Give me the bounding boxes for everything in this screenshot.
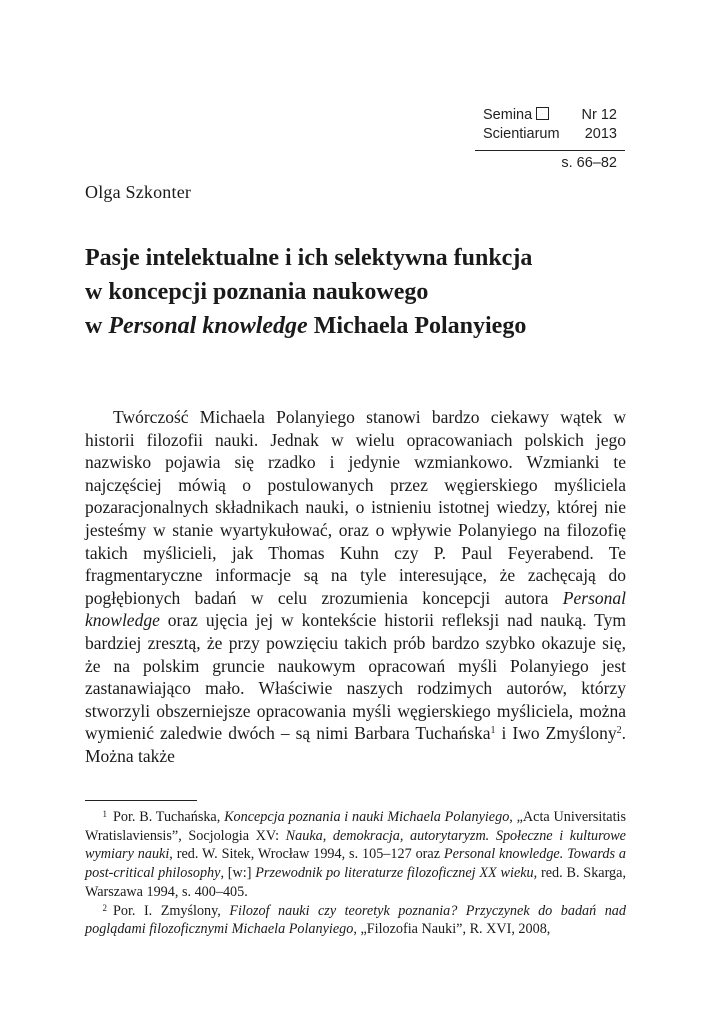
footnote-italic: Filozof nauki czy teoretyk poznania? Przyczynek do badań nad poglądami filozoficznymi Michaela Polanyiego	[85, 902, 626, 938]
footnote-ref-2[interactable]: 2	[616, 725, 622, 737]
footnote-1	[85, 808, 626, 902]
square-icon	[536, 107, 549, 120]
title-line-3-suffix: Michaela Polanyiego	[307, 313, 527, 339]
title-line-2: w koncepcji poznania naukowego	[85, 279, 429, 305]
footnote-2	[85, 902, 626, 939]
footnote-text: , [w:]	[220, 865, 256, 882]
footnote-italic: Koncepcja poznania i nauki Michaela Polanyiego	[224, 809, 510, 825]
footnote-separator	[85, 800, 197, 801]
footnote-text: , „Filozofia Nauki”, R. XVI, 2008,	[353, 921, 551, 938]
footnote-italic: Personal knowledge. Towards a post-critical philosophy	[85, 846, 626, 882]
body-text-1: Twórczość Michaela Polanyiego stanowi bardzo ciekawy wątek w historii filozofii nauki. Jednak w wielu opracowaniach polskich jego nazwisko pojawia się rzadko i jedynie wzmiankowo. Wzmianki te najczęściej mówią o postulowanych przez węgierskiego myśliciela pozaracjonalnych składnikach nauki, o istnieniu istotnej wiedzy, której nie jesteśmy w stanie wyartykułować, oraz o wpływie Polanyiego na filozofię takich myślicieli, jak Thomas Kuhn czy P. Paul Feyerabend. Te fragmentaryczne informacje są na tyle interesujące, że zachęcają do pogłębionych badań w celu zrozumienia koncepcji autora	[85, 407, 626, 608]
footnote-number: 2	[102, 902, 107, 913]
footnote-italic: Przewodnik po literaturze filozoficznej XX wieku	[255, 865, 534, 882]
footnote-text: , „Acta Universitatis Wratislaviensis”, Socjologia XV:	[85, 809, 626, 844]
footnote-ref-1[interactable]: 1	[490, 725, 496, 737]
footnote-text: Por. I. Zmyślony,	[113, 902, 230, 919]
header-rule	[475, 150, 625, 151]
article-author: Olga Szkonter	[85, 182, 192, 202]
issue-number: Nr 12	[581, 107, 617, 123]
journal-header	[475, 106, 625, 171]
footnote-text: , red. B. Skarga, Warszawa 1994, s. 400–405.	[85, 865, 626, 900]
footnote-italic: Nauka, demokracja, autorytaryzm. Społeczne i kulturowe wymiary nauki	[85, 827, 626, 863]
title-line-1: Pasje intelektualne i ich selektywna funkcja	[85, 245, 533, 271]
body-text-2: oraz ujęcia jej w kontekście historii refleksji nad nauką. Tym bardziej zresztą, że przy powzięciu takich prób bardzo szybko okazuje się, że na polskim gruncie naukowym opracowań myśli Polanyiego jest zastanawiająco mało. Właściwie naszych rodzimych autorów, którzy stworzyli obszerniejsze opracowania myśli węgierskiego myśliciela, można wymienić zaledwie dwóch – są nimi Barbara Tuchańska	[85, 610, 626, 744]
body-text-4: . Można także	[85, 723, 626, 766]
article-title	[85, 241, 645, 343]
body-paragraph	[85, 406, 626, 768]
page-range: s. 66–82	[561, 155, 617, 171]
body-italic-work: Personal knowledge	[85, 587, 626, 631]
title-italic-work: Personal knowledge	[108, 313, 308, 339]
footnote-number: 1	[102, 809, 107, 819]
footnote-text: Por. B. Tuchańska,	[113, 809, 225, 825]
body-text-3: i Iwo Zmyślony	[495, 723, 617, 744]
footnotes	[85, 808, 626, 939]
issue-year: 2013	[584, 126, 617, 142]
footnote-text: , red. W. Sitek, Wrocław 1994, s. 105–127 oraz	[169, 846, 444, 863]
title-line-3-prefix: w	[85, 313, 109, 339]
journal-name-line2: Scientiarum	[483, 126, 560, 142]
journal-name-line1: Semina	[483, 107, 533, 123]
